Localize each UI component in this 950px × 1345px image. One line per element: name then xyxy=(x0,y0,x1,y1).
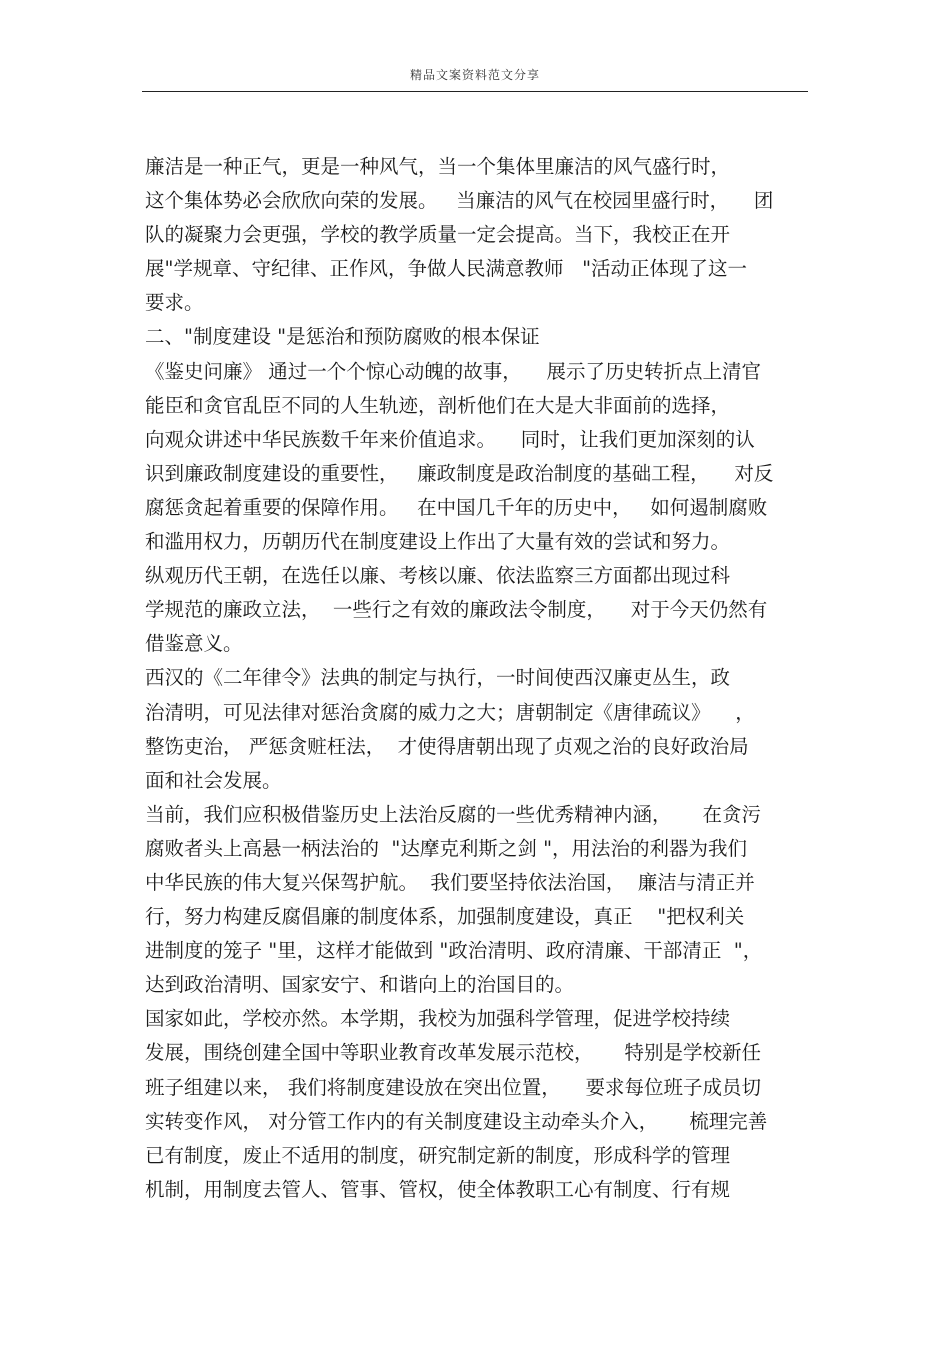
text-line: 进制度的笼子 "里，这样才能做到 "政治清明、政府清廉、干部清正 "， xyxy=(145,939,763,963)
text-line: 能臣和贪官乱臣不同的人生轨迹，剖析他们在大是大非面前的选择， xyxy=(145,393,731,417)
text-line: 国家如此，学校亦然。本学期，我校为加强科学管理，促进学校持续 xyxy=(145,1007,731,1031)
text-line: 廉洁是一种正气，更是一种风气，当一个集体里廉洁的风气盛行时， xyxy=(145,155,731,178)
text-line: 腐惩贪起着重要的保障作用。 在中国几千年的历史中， 如何遏制腐败 xyxy=(145,495,768,519)
text-line: 展"学规章、守纪律、正作风，争做人民满意教师 "活动正体现了这一 xyxy=(145,257,748,281)
text-line: 借鉴意义。 xyxy=(145,632,243,656)
text-line: 中华民族的伟大复兴保驾护航。 我们要坚持依法治国， 廉洁与清正并 xyxy=(145,870,755,894)
header-divider xyxy=(142,91,808,92)
text-line: 队的凝聚力会更强，学校的教学质量一定会提高。当下，我校正在开 xyxy=(145,223,731,247)
text-line: 向观众讲述中华民族数千年来价值追求。 同时，让我们更加深刻的认 xyxy=(145,427,755,451)
text-line: 治清明，可见法律对惩治贪腐的威力之大；唐朝制定《唐律疏议》 ， xyxy=(145,700,755,724)
text-line: 和滥用权力，历朝历代在制度建设上作出了大量有效的尝试和努力。 xyxy=(145,530,731,554)
text-line: 行，努力构建反腐倡廉的制度体系，加强制度建设，真正 "把权利关 xyxy=(145,905,745,929)
text-line: 面和社会发展。 xyxy=(145,768,282,792)
text-line: 发展，围绕创建全国中等职业教育改革发展示范校， 特别是学校新任 xyxy=(145,1041,761,1065)
text-line: 整饬吏治， 严惩贪赃枉法， 才使得唐朝出现了贞观之治的良好政治局 xyxy=(145,734,749,758)
text-line: 实转变作风， 对分管工作内的有关制度建设主动牵头介入， 梳理完善 xyxy=(145,1109,768,1133)
text-line: 已有制度，废止不适用的制度，研究制定新的制度，形成科学的管理 xyxy=(145,1143,731,1167)
page-header: 精品文案资料范文分享 xyxy=(409,68,540,82)
text-line: 《鉴史问廉》 通过一个个惊心动魄的故事， 展示了历史转折点上清官 xyxy=(145,359,761,383)
document-body xyxy=(145,150,810,1207)
text-line: 腐败者头上高悬一柄法治的 "达摩克利斯之剑 "，用法治的利器为我们 xyxy=(145,836,748,860)
text-line: 这个集体势必会欣欣向荣的发展。 当廉洁的风气在校园里盛行时， 团 xyxy=(145,189,774,213)
text-line: 纵观历代王朝，在选任以廉、考核以廉、依法监察三方面都出现过科 xyxy=(145,564,731,588)
text-line: 达到政治清明、国家安宁、和谐向上的治国目的。 xyxy=(145,973,575,997)
text-line: 要求。 xyxy=(145,291,204,315)
text-line: 识到廉政制度建设的重要性， 廉政制度是政治制度的基础工程， 对反 xyxy=(145,461,774,485)
text-line: 西汉的《二年律令》法典的制定与执行，一时间使西汉廉吏丛生，政 xyxy=(145,666,731,690)
text-line: 学规范的廉政立法， 一些行之有效的廉政法令制度， 对于今天仍然有 xyxy=(145,598,768,622)
section-heading: 二、"制度建设 "是惩治和预防腐败的根本保证 xyxy=(145,325,540,349)
text-line: 当前，我们应积极借鉴历史上法治反腐的一些优秀精神内涵， 在贪污 xyxy=(145,802,761,826)
text-line: 机制，用制度去管人、管事、管权，使全体教职工心有制度、行有规 xyxy=(145,1177,731,1201)
text-line: 班子组建以来， 我们将制度建设放在突出位置， 要求每位班子成员切 xyxy=(145,1075,761,1099)
